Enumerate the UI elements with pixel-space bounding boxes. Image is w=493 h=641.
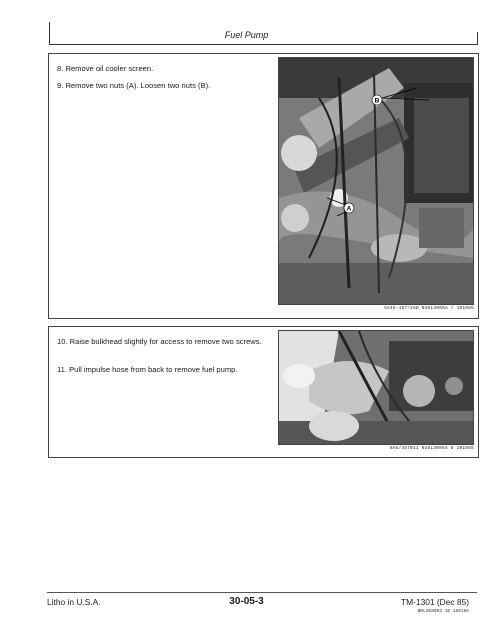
page-number: 30-05-3 [229,596,264,607]
footer-litho: Litho in U.S.A. [47,597,101,607]
procedure-section-2 [48,326,479,458]
page-header-title: Fuel Pump [224,30,269,40]
engine-photo-2-illustration [279,331,473,444]
engine-photo-2 [278,330,474,445]
photo-2-caption: 5AG/457011 N4SL3005A 6 101085 [389,446,474,451]
header-bottom-rule [49,44,478,45]
footer-code: BRLSE0003 10 150185 [417,609,469,614]
manual-id: TM-1301 (Dec 85) [401,597,469,607]
engine-photo-1-illustration [279,58,473,304]
engine-photo-1 [278,57,474,305]
step-11: 11. Pull impulse hose from back to remove fuel pump. [57,365,238,374]
photo-1-caption: 5AIG-457/15D N4SL3005A / 101085 [384,306,474,311]
footer-rule [47,592,477,593]
step-10: 10. Raise bulkhead slightly for access to remove two screws. [57,337,262,346]
callout-a: A [346,205,352,213]
callout-b: B [374,97,380,105]
step-9: 9. Remove two nuts (A). Loosen two nuts (B). [57,81,211,90]
procedure-section-1 [48,53,479,319]
step-8: 8. Remove oil cooler screen. [57,64,154,73]
